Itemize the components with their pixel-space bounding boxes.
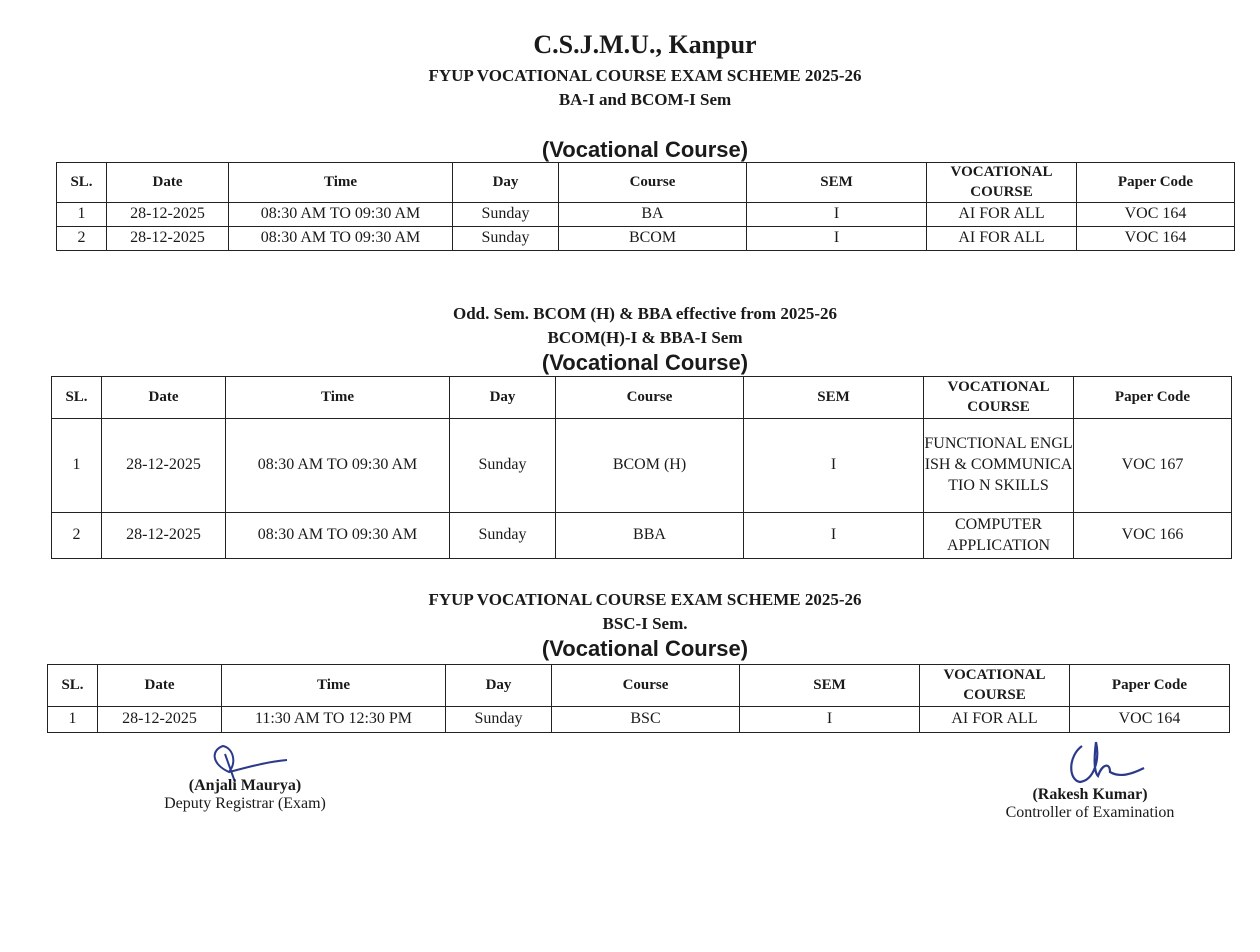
cell-paper-code: VOC 164 [1077, 203, 1235, 227]
section-2-title: Odd. Sem. BCOM (H) & BBA effective from 2025-26 [452, 304, 837, 323]
col-date: Date [102, 377, 226, 419]
col-vocational: VOCATIONAL COURSE [924, 377, 1074, 419]
cell-sem: I [747, 227, 927, 251]
table-row [52, 513, 1232, 559]
cell-time: 08:30 AM TO 09:30 AM [229, 227, 453, 251]
cell-day: Sunday [453, 227, 559, 251]
cell-day: Sunday [450, 513, 556, 559]
cell-time: 11:30 AM TO 12:30 PM [222, 707, 446, 733]
col-sem: SEM [740, 665, 920, 707]
cell-day: Sunday [450, 419, 556, 513]
cell-paper-code: VOC 166 [1074, 513, 1232, 559]
col-time: Time [226, 377, 450, 419]
col-vocational: VOCATIONAL COURSE [920, 665, 1070, 707]
cell-paper-code: VOC 167 [1074, 419, 1232, 513]
signatory-left-name: (Anjali Maurya) [188, 777, 302, 794]
section-3-label: (Vocational Course) [541, 636, 749, 661]
signatory-right-designation: Controller of Examination [1005, 804, 1175, 821]
section-1-subtitle: BA-I and BCOM-I Sem [558, 90, 732, 109]
table-header-row [48, 665, 1230, 707]
col-sem: SEM [744, 377, 924, 419]
cell-vocational: AI FOR ALL [927, 203, 1077, 227]
col-course: Course [552, 665, 740, 707]
cell-sl: 1 [52, 419, 102, 513]
cell-course: BSC [552, 707, 740, 733]
cell-sl: 1 [48, 707, 98, 733]
col-sl: SL. [52, 377, 102, 419]
col-day: Day [450, 377, 556, 419]
cell-vocational: FUNCTIONAL ENGLISH & COMMUNICATIO N SKILLS [924, 419, 1074, 513]
cell-day: Sunday [446, 707, 552, 733]
col-course: Course [556, 377, 744, 419]
section-1-label: (Vocational Course) [541, 137, 749, 162]
institution-title: C.S.J.M.U., Kanpur [533, 30, 757, 59]
col-paper-code: Paper Code [1077, 163, 1235, 203]
table-header-row [52, 377, 1232, 419]
col-sl: SL. [57, 163, 107, 203]
cell-vocational: AI FOR ALL [927, 227, 1077, 251]
cell-day: Sunday [453, 203, 559, 227]
col-day: Day [453, 163, 559, 203]
cell-sl: 2 [57, 227, 107, 251]
cell-time: 08:30 AM TO 09:30 AM [226, 513, 450, 559]
cell-sl: 2 [52, 513, 102, 559]
cell-course: BCOM [559, 227, 747, 251]
exam-table-1 [56, 162, 1235, 251]
cell-sem: I [747, 203, 927, 227]
col-course: Course [559, 163, 747, 203]
cell-course: BCOM (H) [556, 419, 744, 513]
section-1-title: FYUP VOCATIONAL COURSE EXAM SCHEME 2025-26 [428, 66, 862, 85]
section-3-title: FYUP VOCATIONAL COURSE EXAM SCHEME 2025-26 [428, 590, 862, 609]
cell-vocational: AI FOR ALL [920, 707, 1070, 733]
cell-date: 28-12-2025 [107, 227, 229, 251]
col-day: Day [446, 665, 552, 707]
col-vocational: VOCATIONAL COURSE [927, 163, 1077, 203]
col-sl: SL. [48, 665, 98, 707]
cell-sem: I [744, 513, 924, 559]
cell-course: BA [559, 203, 747, 227]
cell-paper-code: VOC 164 [1077, 227, 1235, 251]
col-time: Time [229, 163, 453, 203]
table-header-row [57, 163, 1235, 203]
table-row [52, 419, 1232, 513]
cell-sl: 1 [57, 203, 107, 227]
cell-sem: I [744, 419, 924, 513]
section-2-label: (Vocational Course) [541, 350, 749, 375]
cell-date: 28-12-2025 [102, 419, 226, 513]
col-sem: SEM [747, 163, 927, 203]
exam-table-3 [47, 664, 1230, 733]
cell-date: 28-12-2025 [102, 513, 226, 559]
signatory-right [980, 786, 1200, 822]
section-2-subtitle: BCOM(H)-I & BBA-I Sem [547, 328, 743, 347]
col-date: Date [98, 665, 222, 707]
cell-time: 08:30 AM TO 09:30 AM [226, 419, 450, 513]
signature-right-icon [1060, 736, 1150, 788]
col-paper-code: Paper Code [1070, 665, 1230, 707]
signatory-left-designation: Deputy Registrar (Exam) [164, 795, 326, 812]
col-time: Time [222, 665, 446, 707]
cell-vocational: COMPUTER APPLICATION [924, 513, 1074, 559]
exam-table-2 [51, 376, 1232, 559]
cell-date: 28-12-2025 [98, 707, 222, 733]
table-row [48, 707, 1230, 733]
table-row [57, 227, 1235, 251]
col-paper-code: Paper Code [1074, 377, 1232, 419]
cell-sem: I [740, 707, 920, 733]
signatory-left [135, 777, 355, 813]
signatory-right-name: (Rakesh Kumar) [1032, 786, 1148, 803]
col-date: Date [107, 163, 229, 203]
table-row [57, 203, 1235, 227]
cell-course: BBA [556, 513, 744, 559]
cell-date: 28-12-2025 [107, 203, 229, 227]
cell-paper-code: VOC 164 [1070, 707, 1230, 733]
cell-time: 08:30 AM TO 09:30 AM [229, 203, 453, 227]
section-3-subtitle: BSC-I Sem. [602, 614, 688, 633]
